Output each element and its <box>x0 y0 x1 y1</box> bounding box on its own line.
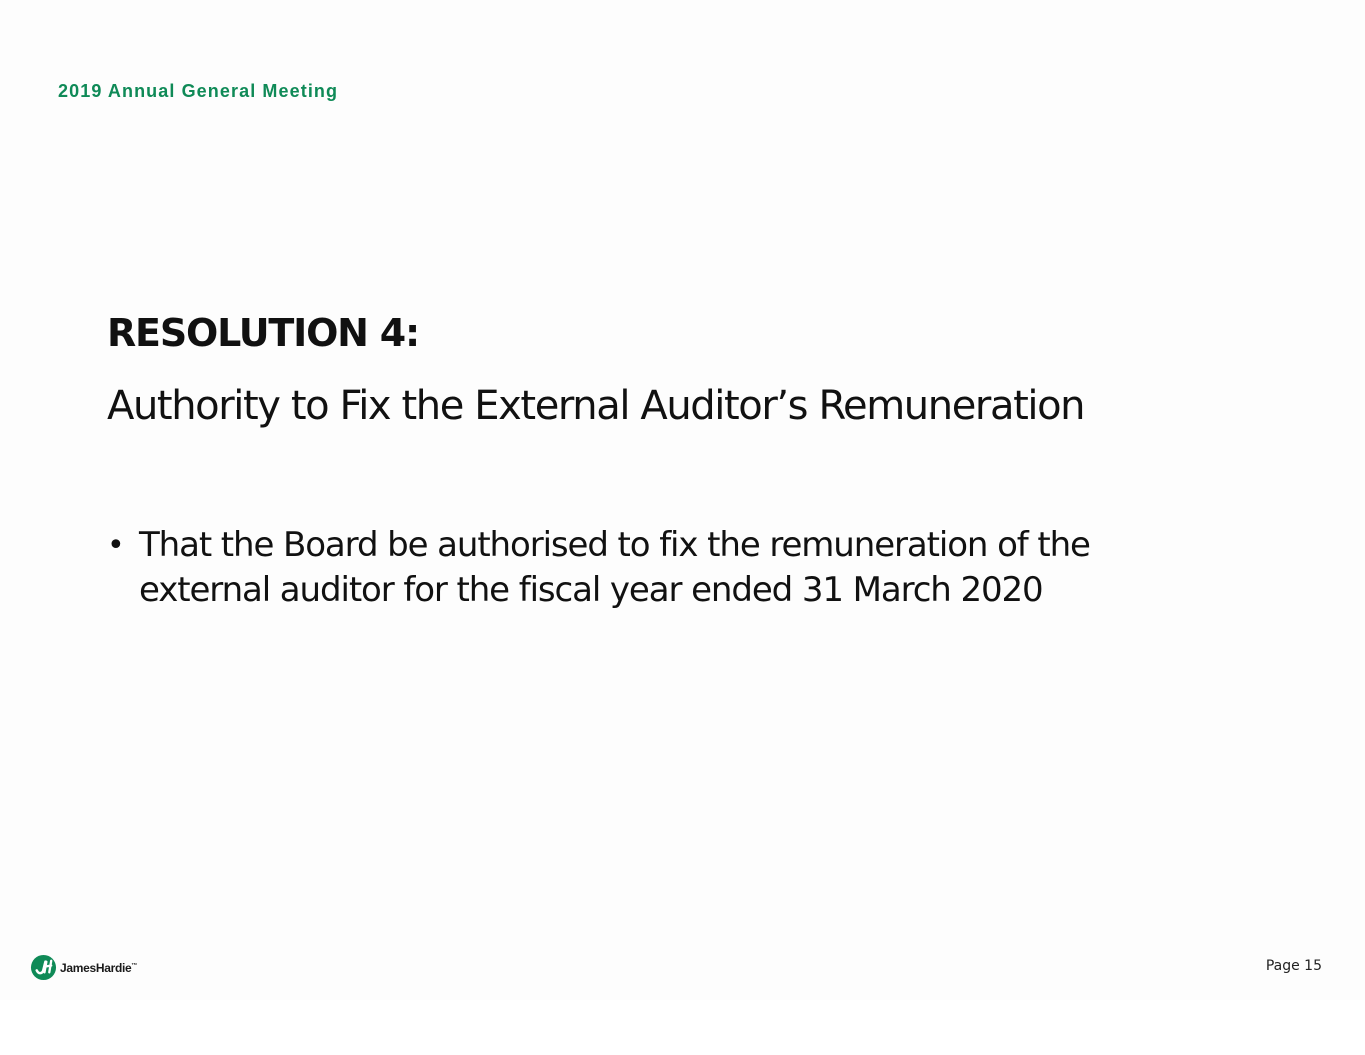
resolution-subtitle: Authority to Fix the External Auditor’s Remuneration <box>107 383 1085 429</box>
presentation-title: 2019 Annual General Meeting <box>58 81 339 101</box>
logo-wordmark <box>60 961 137 975</box>
bullet-line-2: external auditor for the fiscal year ended 31 March 2020 <box>139 570 1043 610</box>
jameshardie-logo-icon <box>30 954 57 981</box>
list-item <box>107 523 1227 613</box>
bullet-list <box>107 523 1227 613</box>
page-number: Page 15 <box>1265 958 1322 974</box>
logo-trademark: ™ <box>131 962 138 969</box>
company-logo <box>30 954 137 981</box>
logo-text: JamesHardie <box>60 960 132 975</box>
bullet-dot: • <box>107 528 124 563</box>
bullet-line-1: That the Board be authorised to fix the remuneration of the <box>139 525 1090 565</box>
resolution-heading: RESOLUTION 4: <box>107 311 420 355</box>
